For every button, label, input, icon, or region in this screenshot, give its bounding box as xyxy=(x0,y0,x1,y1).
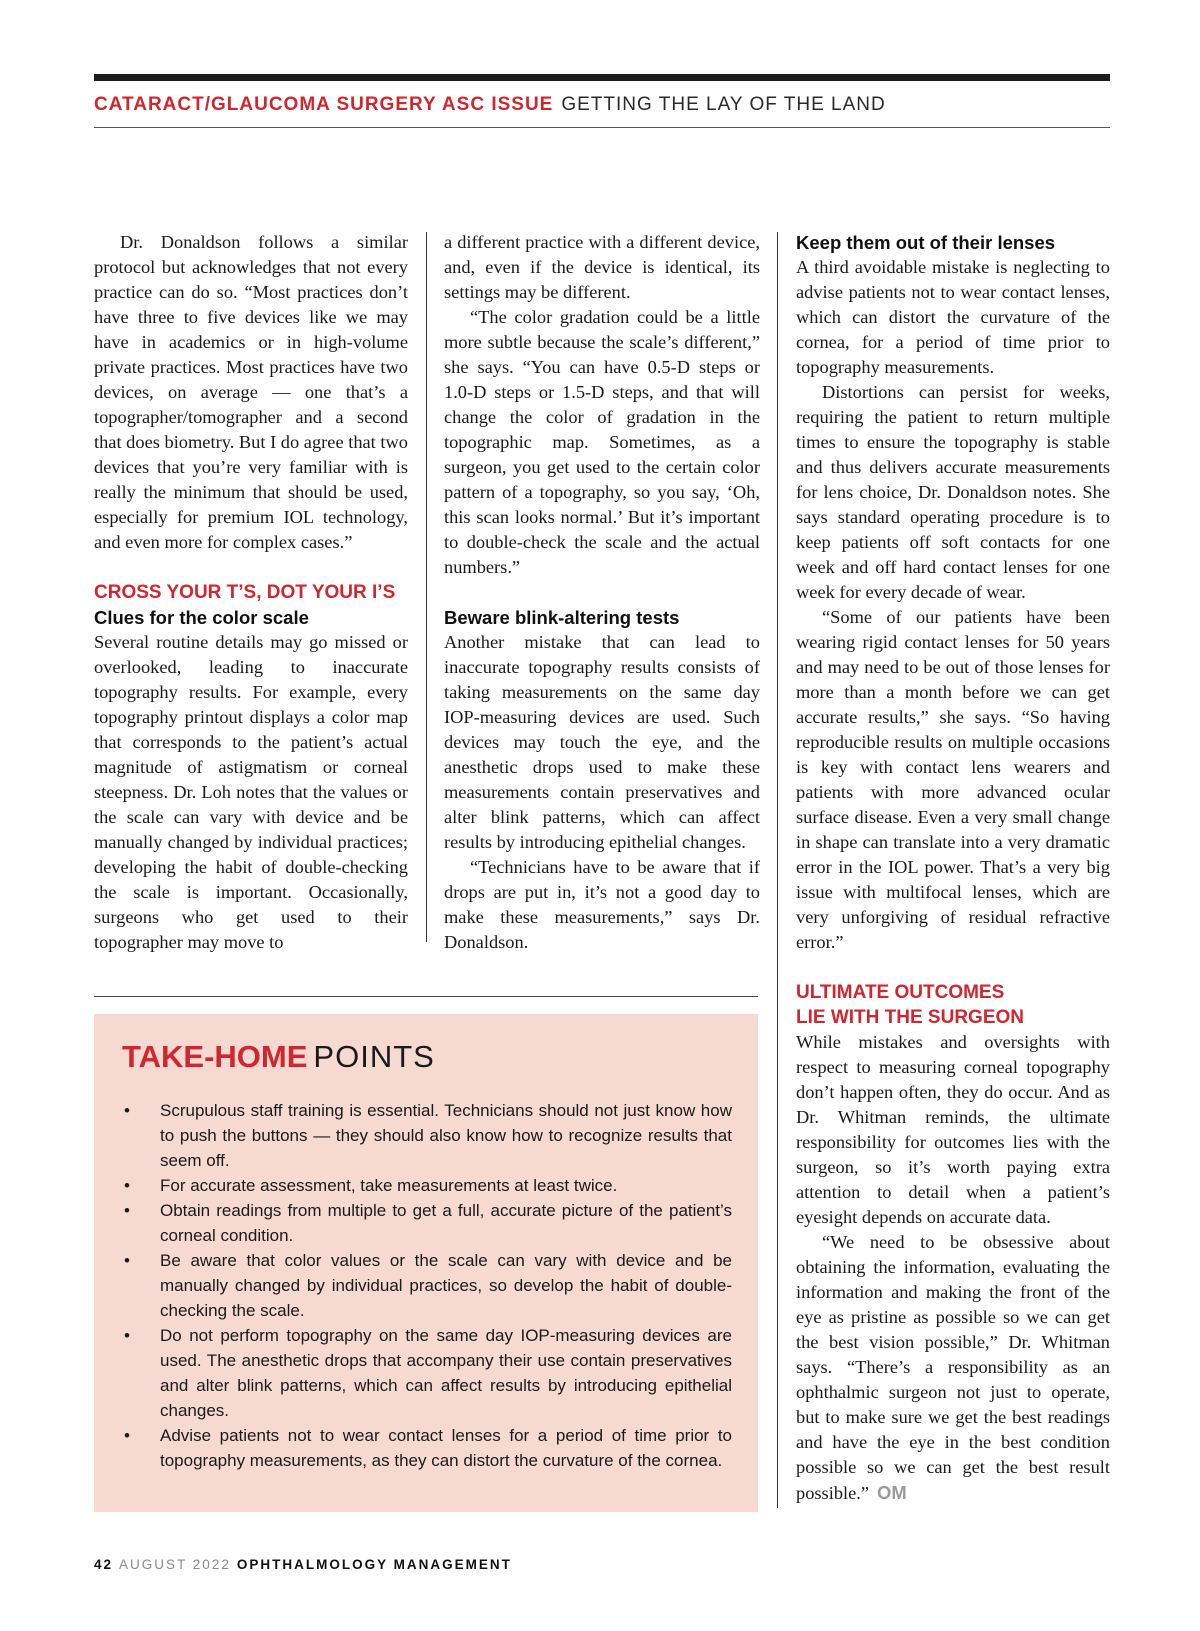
page-number: 42 xyxy=(94,1557,114,1572)
column-2 xyxy=(444,230,760,955)
bullet-icon: • xyxy=(124,1326,130,1345)
bullet-icon: • xyxy=(124,1426,130,1445)
section-heading-line: LIE WITH THE SURGEON xyxy=(796,1007,1024,1028)
top-rule xyxy=(94,74,1110,81)
paragraph: A third avoidable mistake is neglecting to advise patients not to wear contact lenses, which can distort the curvature of the cornea, for a period of time prior to topography measurements. xyxy=(796,257,1110,377)
paragraph: Dr. Donaldson follows a similar protocol but acknowledges that not every practice can do so. “Most practices don’t have three to five devices like we may have in academics or in high-volume private practices. Most practices have two devices, on average — one that’s a topographer/tomographer and a second that does biometry. But I do agree that two devices that you’re very familiar with is really the minimum that should be used, especially for premium IOL technology, and even more for complex cases.” xyxy=(94,232,408,552)
take-home-list xyxy=(122,1098,732,1473)
column-divider xyxy=(426,232,427,942)
subheading: Clues for the color scale xyxy=(94,607,309,628)
publication-name: OPHTHALMOLOGY MANAGEMENT xyxy=(236,1557,512,1572)
box-top-rule xyxy=(94,996,758,997)
column-divider xyxy=(777,232,778,1508)
take-home-box xyxy=(94,1014,758,1512)
list-item xyxy=(122,1323,732,1423)
list-item-text: Obtain readings from multiple to get a full, accurate picture of the patient’s corneal condition. xyxy=(160,1201,732,1245)
paragraph: Distortions can persist for weeks, requiring the patient to return multiple times to ensure the topography is stable and thus delivers accurate measurements for lens choice, Dr. Donaldson notes. She says standard operating procedure is to keep patients off soft contacts for one week and off hard contact lenses for one week for every decade of wear. xyxy=(796,382,1110,602)
issue-date: AUGUST 2022 xyxy=(119,1557,231,1572)
paragraph: Another mistake that can lead to inaccurate topography results consists of taking measurements on the same day IOP-measuring devices are used. Such devices may touch the eye, and the anesthetic drops used to make these measurements contain preservatives and alter blink patterns, which can affect results by introducing epithelial changes. xyxy=(444,632,760,852)
bullet-icon: • xyxy=(124,1176,130,1195)
list-item xyxy=(122,1248,732,1323)
paragraph: Several routine details may go missed or overlooked, leading to inaccurate topography results. For example, every topography printout displays a color map that corresponds to the patient’s actual magnitude of astigmatism or corneal steepness. Dr. Loh notes that the values or the scale can vary with device and be manually changed by individual practices; developing the habit of double-checking the scale is important. Occasionally, surgeons who get used to their topographer may move to xyxy=(94,632,408,952)
paragraph: “The color gradation could be a little more subtle because the scale’s different,” she says. “You can have 0.5-D steps or 1.0-D steps or 1.5-D steps, and that will change the color of gradation in the topographic map. Sometimes, as a surgeon, you get used to the certain color pattern of a topography, so you say, ‘Oh, this scan looks normal.’ But it’s important to double-check the scale and the actual numbers.” xyxy=(444,307,760,577)
subheading: Keep them out of their lenses xyxy=(796,232,1056,253)
subheading: Beware blink-altering tests xyxy=(444,607,680,628)
list-item xyxy=(122,1173,732,1198)
running-header xyxy=(94,94,1110,124)
section-heading-line: ULTIMATE OUTCOMES xyxy=(796,982,1005,1003)
list-item-text: Do not perform topography on the same day IOP-measuring devices are used. The anesthetic drops that accompany their use contain preservatives and alter blink patterns, which can affect results by introducing epithelial changes. xyxy=(160,1326,732,1420)
bullet-icon: • xyxy=(124,1201,130,1220)
paragraph: “Some of our patients have been wearing rigid contact lenses for 50 years and may need to be out of those lenses for more than a month before we can get accurate results,” she says. “So having reproducible results on multiple occasions is key with contact lens wearers and patients with more advanced ocular surface disease. Even a very small change in shape can translate into a very dramatic error in the IOL power. That’s a very big issue with multifocal lenses, which are very unforgiving of residual refractive error.” xyxy=(796,607,1110,952)
bullet-icon: • xyxy=(124,1251,130,1270)
list-item-text: Be aware that color values or the scale can vary with device and be manually changed by individual practices, so develop the habit of double-checking the scale. xyxy=(160,1251,732,1320)
take-home-title xyxy=(122,1038,435,1076)
paragraph: “Technicians have to be aware that if drops are put in, it’s not a good day to make these measurements,” says Dr. Donaldson. xyxy=(444,857,760,952)
take-home-title-bold: TAKE-HOME xyxy=(122,1039,308,1074)
column-1 xyxy=(94,230,408,955)
section-heading xyxy=(796,980,1110,1030)
header-rule xyxy=(94,127,1110,128)
column-3 xyxy=(796,230,1110,1506)
page-footer xyxy=(94,1557,512,1572)
list-item-text: For accurate assessment, take measurements at least twice. xyxy=(160,1176,618,1195)
list-item xyxy=(122,1198,732,1248)
bullet-icon: • xyxy=(124,1101,130,1120)
paragraph-text: “We need to be obsessive about obtaining the information, evaluating the information and making the front of the eye as pristine as possible so we can get the best vision possible,” Dr. Whitman says. “There’s a responsibility as an ophthalmic surgeon not just to operate, but to make sure we get the best readings and have the eye in the best condition possible so we can get the best result possible.” xyxy=(796,1232,1110,1503)
paragraph xyxy=(796,1230,1110,1506)
om-signoff: OM xyxy=(877,1482,907,1503)
header-section: CATARACT/GLAUCOMA SURGERY ASC ISSUE xyxy=(94,94,554,115)
section-heading: CROSS YOUR T’S, DOT YOUR I’S xyxy=(94,582,396,603)
list-item xyxy=(122,1423,732,1473)
header-subtitle: GETTING THE LAY OF THE LAND xyxy=(561,94,886,115)
paragraph: a different practice with a different device, and, even if the device is identical, its settings may be different. xyxy=(444,232,760,302)
list-item-text: Scrupulous staff training is essential. Technicians should not just know how to push the buttons — they should also know how to recognize results that seem off. xyxy=(160,1101,732,1170)
take-home-title-rest: POINTS xyxy=(313,1039,435,1074)
paragraph: While mistakes and oversights with respect to measuring corneal topography don’t happen often, they do occur. And as Dr. Whitman reminds, the ultimate responsibility for outcomes lies with the surgeon, so it’s worth paying extra attention to detail when a patient’s eyesight depends on accurate data. xyxy=(796,1032,1110,1227)
list-item xyxy=(122,1098,732,1173)
list-item-text: Advise patients not to wear contact lenses for a period of time prior to topography measurements, as they can distort the curvature of the cornea. xyxy=(160,1426,732,1470)
